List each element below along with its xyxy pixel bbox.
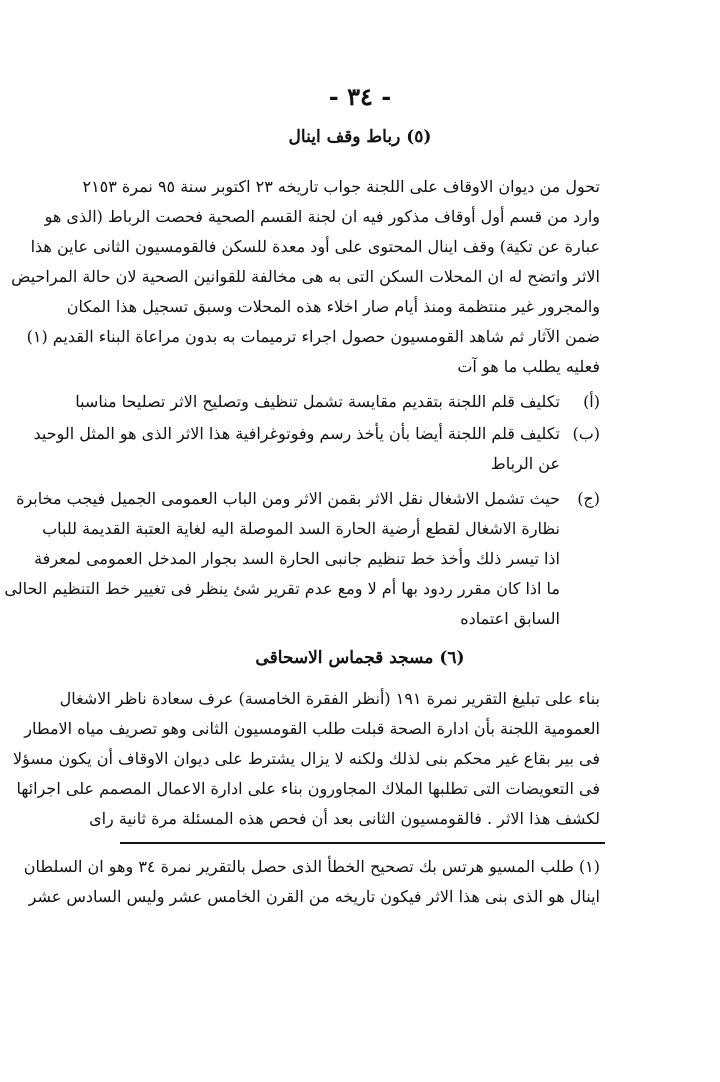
item-b-number: (ب) (572, 424, 600, 443)
section-5-line: والمجرور غير منتظمة ومنذ أيام صار اخلاء هذه المحلات وسبق تسجيل هذا المكان (66, 297, 600, 316)
item-c-line: حيث تشمل الاشغال نقل الاثر بقمن الاثر ومن الباب العمومى الجميل فيجب مخابرة (16, 489, 560, 508)
item-c-line: ما اذا كان مقرر ردود بها أم لا ومع عدم تقرير شئ ينظر فى تغيير خط التنظيم الحالى (4, 579, 560, 598)
footnote-divider (120, 842, 605, 844)
page-number: - ٣٤ - (328, 82, 392, 111)
section-6-line: العمومية اللجنة بأن ادارة الصحة قبلت طلب القومسيون الثانى وهو تصريف مياه الامطار (24, 719, 600, 738)
footnote-line: (١) طلب المسيو هرتس بك تصحيح الخطأ الذى حصل بالتقرير نمرة ٣٤ وهو ان السلطان (23, 857, 600, 876)
section-5-line: فعليه يطلب ما هو آت (457, 357, 600, 376)
section-6-heading: (٦) مسجد قجماس الاسحاقى (255, 648, 465, 668)
footnote-line: اينال هو الذى بنى هذا الاثر فيكون تاريخه من القرن الخامس عشر وليس السادس عشر (28, 887, 600, 906)
item-c-line: السابق اعتماده (460, 609, 560, 628)
section-5-line: وارد من قسم أول أوقاف مذكور فيه ان لجنة القسم الصحية فحصت الرباط (الذى هو (44, 207, 600, 226)
item-c-line: نظارة الاشغال لقطع أرضية الحارة السد الموصلة اليه لغاية العتبة القديمة للباب (42, 519, 560, 538)
item-a-line: تكليف قلم اللجنة بتقديم مقايسة تشمل تنظيف وتصليح الاثر تصليحا مناسبا (75, 392, 560, 411)
section-6-line: فى التعويضات التى تطلبها الملاك المجاورون بناء على ادارة الاعمال المصمم على اجرائها (16, 779, 600, 798)
item-b-line: عن الرباط (490, 454, 560, 473)
item-c-line: اذا تيسر ذلك وأخذ خط تنظيم جانبى الحارة السد بجوار المدخل العمومى لمعرفة (34, 549, 560, 568)
item-b-line: تكليف قلم اللجنة أيضا بأن يأخذ رسم وفوتوغرافية هذا الاثر الذى هو المثل الوحيد (33, 424, 560, 443)
section-5-line: ضمن الآثار ثم شاهد القومسيون حصول اجراء ترميمات به بدون مراعاة البناء القديم (١) (26, 327, 600, 346)
section-6-line: لكشف هذا الاثر . فالقومسيون الثانى بعد أن فحص هذه المسئلة مرة ثانية راى (89, 809, 600, 828)
section-5-line: الاثر واتضح له ان المحلات السكن التى به هى مخالفة للقوانين الصحية لان حالة المراحيض (11, 267, 600, 286)
section-6-line: بناء على تبليغ التقرير نمرة ١٩١ (أنظر الفقرة الخامسة) عرف سعادة ناظر الاشغال (59, 689, 600, 708)
section-5-line: عبارة عن تكية) وقف اينال المحتوى على أود معدة للسكن فالقومسيون الثانى عاين هذا (30, 237, 600, 256)
section-5-line: تحول من ديوان الاوقاف على اللجنة جواب تاريخه ٢٣ اكتوبر سنة ٩٥ نمرة ٢١٥٣ (82, 177, 600, 196)
item-a-number: (أ) (583, 392, 600, 411)
item-c-number: (ج) (577, 489, 600, 508)
section-5-heading: (٥) رباط وقف اينال (288, 127, 432, 147)
section-6-line: فى بير بقاع غير محكم بنى لذلك ولكنه لا يزال يشترط على ديوان الاوقاف أن يكون مسؤلا (13, 749, 600, 768)
